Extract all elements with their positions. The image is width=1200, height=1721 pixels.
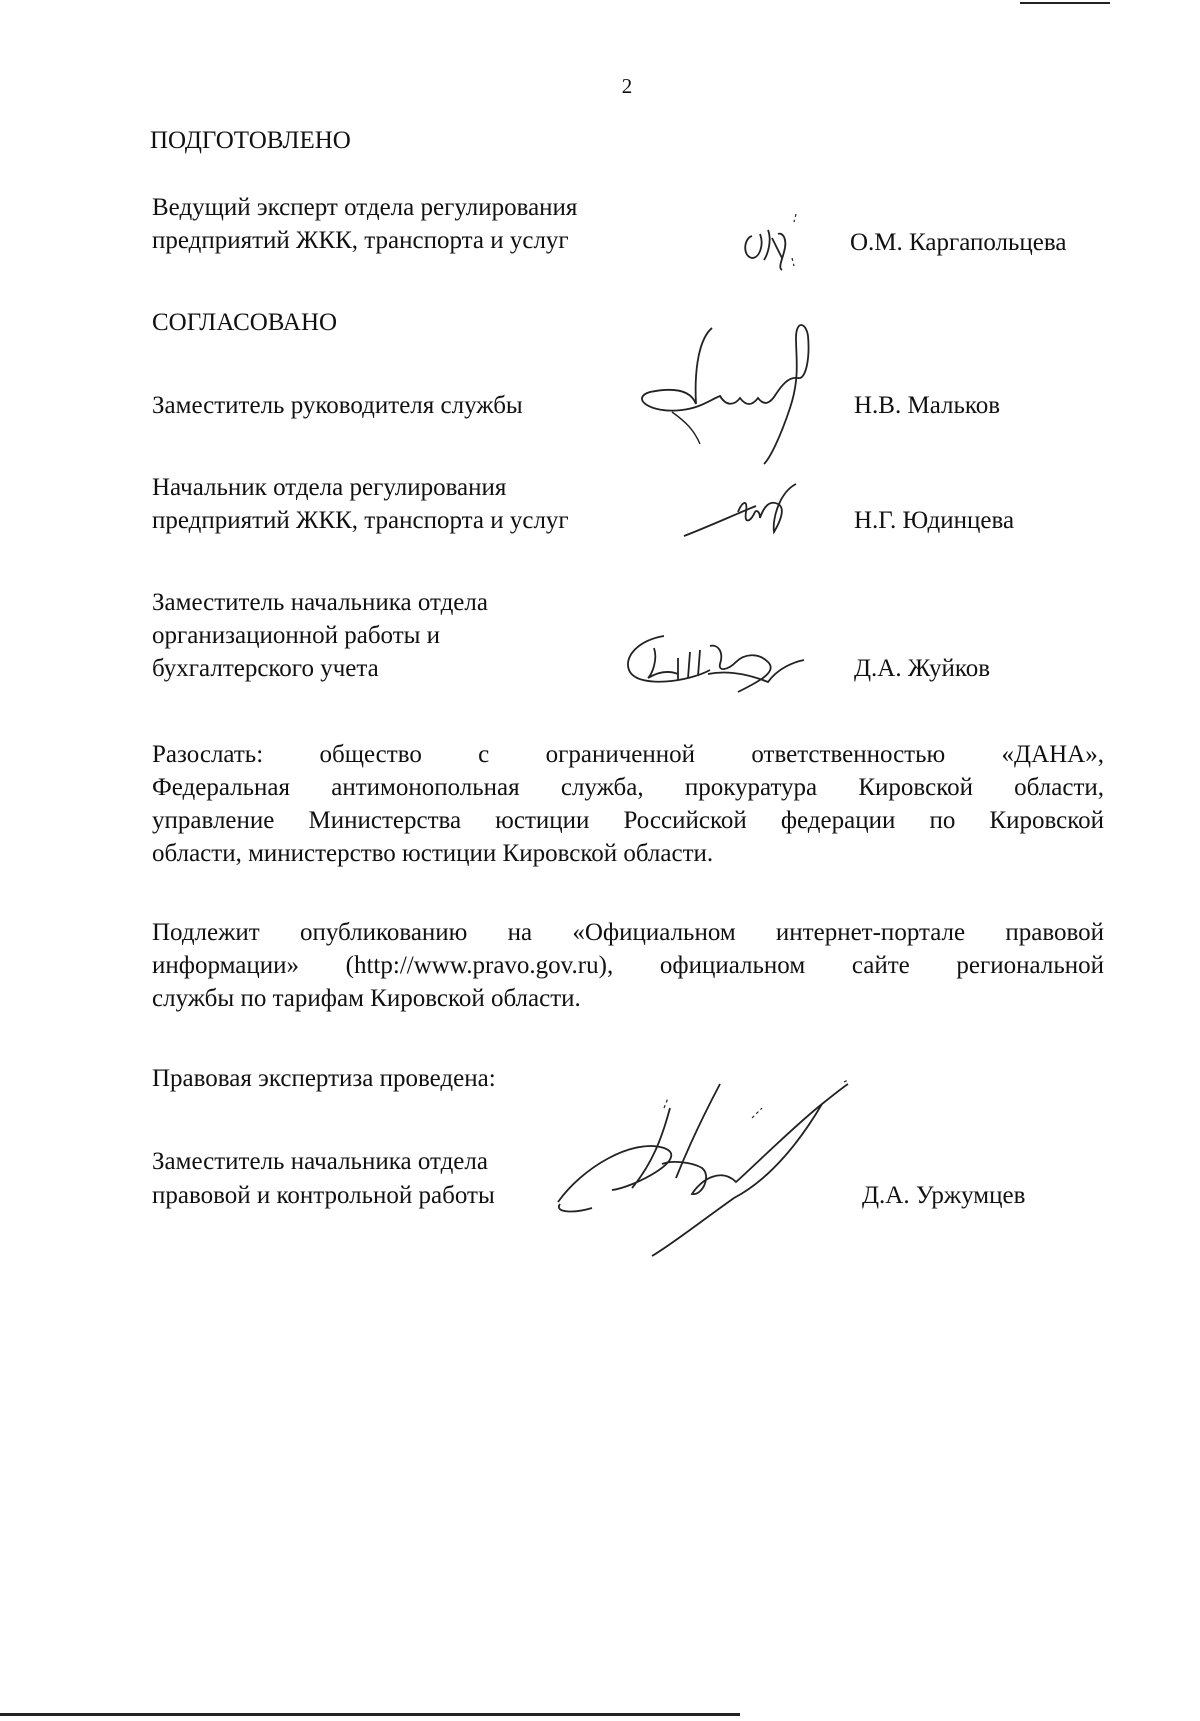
signature-urzhumtsev xyxy=(552,1078,862,1258)
distribution-paragraph xyxy=(152,738,1104,870)
page-number: 2 xyxy=(621,74,633,98)
signer-1-name: Н.В. Мальков xyxy=(854,392,1001,419)
signer-3-position-line2: организационной работы и xyxy=(152,622,441,649)
prepared-name: О.М. Каргапольцева xyxy=(850,229,1067,256)
agreed-heading: СОГЛАСОВАНО xyxy=(152,309,338,336)
signature-malkov xyxy=(630,318,870,468)
prepared-position-line2: предприятий ЖКК, транспорта и услуг xyxy=(152,227,569,254)
signer-3-position-line1: Заместитель начальника отдела xyxy=(152,589,488,616)
distribution-line: области, министерство юстиции Кировской области. xyxy=(152,840,714,867)
signer-2-position-line1: Начальник отдела регулирования xyxy=(152,474,507,501)
scan-edge-line-bottom xyxy=(0,1713,740,1716)
legal-review-heading: Правовая экспертиза проведена: xyxy=(152,1065,496,1092)
publication-line: Подлежит опубликованию на «Официальном интернет-портале правовой xyxy=(152,919,1104,946)
publication-paragraph xyxy=(152,916,1104,1015)
prepared-heading: ПОДГОТОВЛЕНО xyxy=(150,127,351,154)
prepared-position-line1: Ведущий эксперт отдела регулирования xyxy=(152,194,578,221)
signature-kargapoltseva xyxy=(738,208,808,276)
legal-review-position-line2: правовой и контрольной работы xyxy=(152,1182,495,1209)
signer-2-position-line2: предприятий ЖКК, транспорта и услуг xyxy=(152,507,569,534)
distribution-line: Федеральная антимонопольная служба, прокуратура Кировской области, xyxy=(152,774,1104,801)
legal-review-name: Д.А. Уржумцев xyxy=(862,1182,1026,1209)
signer-1-position: Заместитель руководителя службы xyxy=(152,392,523,419)
scan-edge-line xyxy=(1020,2,1110,4)
signer-3-name: Д.А. Жуйков xyxy=(854,655,991,682)
distribution-line: управление Министерства юстиции Российской федерации по Кировской xyxy=(152,807,1104,834)
legal-review-position-line1: Заместитель начальника отдела xyxy=(152,1148,488,1175)
signer-3-position-line3: бухгалтерского учета xyxy=(152,655,379,682)
distribution-line: Разослать: общество с ограниченной ответственностью «ДАНА», xyxy=(152,741,1104,768)
publication-line: службы по тарифам Кировской области. xyxy=(152,985,581,1012)
signer-2-name: Н.Г. Юдинцева xyxy=(854,507,1015,534)
signature-zhuikov xyxy=(618,622,808,702)
signature-yudintseva xyxy=(680,478,810,548)
publication-line: информации» (http://www.pravo.gov.ru), официальном сайте региональной xyxy=(152,952,1104,979)
